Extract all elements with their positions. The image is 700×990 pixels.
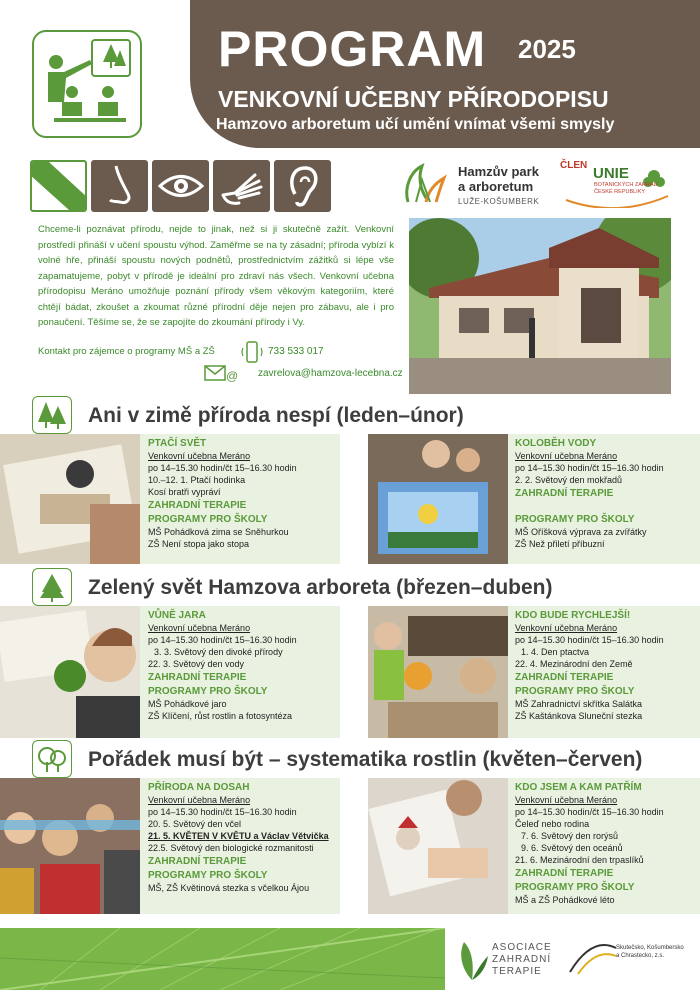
therapy-label: ZAHRADNÍ TERAPIE <box>148 500 247 511</box>
year-label: 2025 <box>518 34 576 64</box>
program-zs: ZŠ Není stopa jako stopa <box>148 539 250 549</box>
program-zs: ZŠ Klíčení, růst rostlin a fotosyntéza <box>148 711 293 721</box>
program-title: KDO JSEM A KAM PATŘÍM <box>515 782 642 793</box>
program-ms: MŠ Oříšková výprava za zvířátky <box>515 527 647 537</box>
section-2-left-photo <box>0 606 140 738</box>
section-2-left-details <box>148 610 338 722</box>
email-link[interactable]: zavrelova@hamzova-lecebna.cz <box>258 368 403 379</box>
program-title: VŮNĚ JARA <box>148 610 206 621</box>
program-zs: ZŠ Než přiletí příbuzní <box>515 539 605 549</box>
schools-label: PROGRAMY PRO ŠKOLY <box>148 870 268 881</box>
section-3-right-photo <box>368 778 508 914</box>
unie-name: UNIE <box>593 165 629 182</box>
teacher-logo <box>32 30 142 138</box>
program-title: KOLOBĚH VODY <box>515 438 597 449</box>
section-2-right-photo <box>368 606 508 738</box>
svg-text:@: @ <box>226 369 238 383</box>
section-1-tree-icon <box>32 396 72 434</box>
program-hours: po 14–15.30 hodin/čt 15–16.30 hodin <box>148 635 297 645</box>
eye-icon <box>152 160 209 212</box>
program-event: Čeleď nebo rodina <box>515 819 590 829</box>
program-hours: po 14–15.30 hodin/čt 15–16.30 hodin <box>515 807 664 817</box>
program-place: Venkovní učebna Meráno <box>148 795 251 805</box>
program-place: Venkovní učebna Meráno <box>515 623 618 633</box>
program-event-highlight: 21. 5. KVĚTEN V KVĚTU a Václav Větvička <box>148 831 329 841</box>
program-ms: MŠ a ZŠ Pohádkové léto <box>515 895 615 905</box>
therapy-label: ZAHRADNÍ TERAPIE <box>148 672 247 683</box>
program-event: 3. 3. Světový den divoké přírody <box>154 647 283 657</box>
phone-number[interactable]: 733 533 017 <box>268 346 324 357</box>
footer-leaf-banner <box>0 928 445 990</box>
phone-icon <box>240 340 264 364</box>
program-ms: MŠ Pohádková zima se Sněhurkou <box>148 527 289 537</box>
program-event: 21. 6. Mezinárodní den trpaslíků <box>515 855 644 865</box>
program-event: 22. 3. Světový den vody <box>148 659 245 669</box>
program-event: 10.–12. 1. Ptačí hodinka <box>148 475 246 485</box>
section-2-right-details <box>515 610 700 722</box>
aza-leaf-logo-icon <box>454 934 490 982</box>
intro-text: Chceme-li poznávat přírodu, nejde to jinak, než si ji skutečně zažít. Venkovní prostředí přináší v učení spoustu výhod. Zaměřme se na ty zásadní; příroda vybízí k volné hře, přináší spoustu nových podnětů, prostřednictvím zážitků si lépe vše zapamatujeme, pobyt v přírodě je ideální pro zdraví nás všech. Venkovní učebna přírodopisu Meráno umožňuje poznání přírody všem věkovým kategoriím, které chtějí bádat, zkoušet a zkoumat různé přírodní děje nejen pro zábavu, ale i pro ponaučení. Těšíme se, že se zapojíte do zkoumání přírody i Vy. <box>38 224 394 328</box>
aza-name: ASOCIACE ZAHRADNÍ TERAPIE <box>492 942 552 977</box>
therapy-label: ZAHRADNÍ TERAPIE <box>515 672 614 683</box>
program-event: 1. 4. Den ptactva <box>521 647 590 657</box>
section-3-right-details <box>515 782 700 906</box>
page-title: PROGRAM <box>218 21 487 77</box>
program-place: Venkovní učebna Meráno <box>148 623 251 633</box>
section-3-tree-icon <box>32 740 72 778</box>
program-title: KDO BUDE RYCHLEJŠÍ! <box>515 610 631 621</box>
program-place: Venkovní učebna Meráno <box>515 795 618 805</box>
program-event: 22. 4. Mezinárodní den Země <box>515 659 633 669</box>
program-event: Kosí bratři vypráví <box>148 487 221 497</box>
hamzuv-park-name: Hamzův park a arboretum <box>458 164 539 194</box>
page-tagline: Hamzovo arboretum učí umění vnímat všemi smysly <box>216 116 615 133</box>
section-3-left-details <box>148 782 338 894</box>
unie-description: BOTANICKÝCH ZAHRAD ČESKÉ REPUBLIKY <box>594 182 658 195</box>
program-zs: ZŠ Kaštánkova Sluneční stezka <box>515 711 643 721</box>
senses-row <box>30 160 331 212</box>
program-title: PTAČÍ SVĚT <box>148 438 207 449</box>
program-ms: MŠ Zahradnictví skřítka Salátka <box>515 699 643 709</box>
page-subtitle: VENKOVNÍ UČEBNY PŘÍRODOPISU <box>218 86 609 112</box>
section-1-left-details <box>148 438 338 550</box>
program-event: 2. 2. Světový den mokřadů <box>515 475 623 485</box>
mail-icon <box>204 364 238 384</box>
section-1-title: Ani v zimě příroda nespí (leden–únor) <box>88 404 464 427</box>
program-hours: po 14–15.30 hodin/čt 15–16.30 hodin <box>148 807 297 817</box>
section-2-title: Zelený svět Hamzova arboreta (březen–duben) <box>88 576 553 599</box>
section-2-tree-icon <box>32 568 72 606</box>
section-1-left-photo <box>0 434 140 564</box>
program-title: PŘÍRODA NA DOSAH <box>148 782 250 793</box>
section-1-right-details <box>515 438 700 550</box>
arboretum-building-photo <box>409 218 671 394</box>
therapy-label: ZAHRADNÍ TERAPIE <box>515 868 614 879</box>
schools-label: PROGRAMY PRO ŠKOLY <box>515 686 635 697</box>
program-event: 22.5. Světový den biologické rozmanitosti <box>148 843 314 853</box>
program-ms: MŠ Pohádkové jaro <box>148 699 227 709</box>
schools-label: PROGRAMY PRO ŠKOLY <box>148 686 268 697</box>
program-ms: MŠ, ZŠ Květinová stezka s včelkou Ájou <box>148 883 310 893</box>
schools-label: PROGRAMY PRO ŠKOLY <box>515 514 635 525</box>
program-event: 20. 5. Světový den včel <box>148 819 242 829</box>
unie-member-label: ČLEN <box>560 160 588 171</box>
program-event: 9. 6. Světový den oceánů <box>521 843 623 853</box>
program-hours: po 14–15.30 hodin/čt 15–16.30 hodin <box>148 463 297 473</box>
stripe-icon <box>30 160 87 212</box>
hand-icon <box>213 160 270 212</box>
hamzuv-park-place: LUŽE-KOŠUMBERK <box>458 197 540 206</box>
section-1-right-photo <box>368 434 508 564</box>
nose-icon <box>91 160 148 212</box>
program-hours: po 14–15.30 hodin/čt 15–16.30 hodin <box>515 635 664 645</box>
teacher-board-icon <box>34 32 140 136</box>
schools-label: PROGRAMY PRO ŠKOLY <box>515 882 635 893</box>
ear-icon <box>274 160 331 212</box>
mas-logo-icon <box>568 938 618 978</box>
program-hours: po 14–15.30 hodin/čt 15–16.30 hodin <box>515 463 664 473</box>
program-place: Venkovní učebna Meráno <box>515 451 618 461</box>
therapy-label: ZAHRADNÍ TERAPIE <box>148 856 247 867</box>
therapy-label: ZAHRADNÍ TERAPIE <box>515 488 614 499</box>
schools-label: PROGRAMY PRO ŠKOLY <box>148 514 268 525</box>
program-event: 7. 6. Světový den rorýsů <box>521 831 619 841</box>
program-place: Venkovní učebna Meráno <box>148 451 251 461</box>
contact-label: Kontakt pro zájemce o programy MŠ a ZŠ <box>38 346 215 357</box>
mas-name: Skutečsko, Košumbersko a Chrastecko, z.s. <box>616 945 684 959</box>
section-3-title: Pořádek musí být – systematika rostlin (květen–červen) <box>88 748 643 771</box>
section-3-left-photo <box>0 778 140 914</box>
